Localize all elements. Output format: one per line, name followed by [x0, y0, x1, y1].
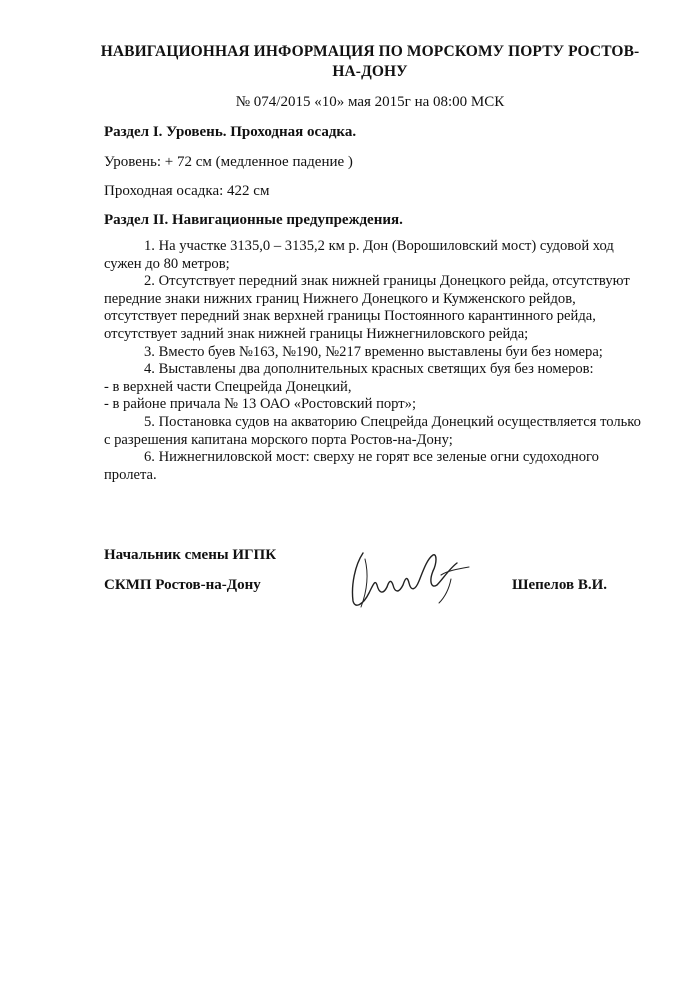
warnings-list [104, 238, 644, 484]
issue-line: № 074/2015 «10» мая 2015г на 08:00 МСК [235, 94, 505, 110]
position-line2: СКМП Ростов-на-Дону [104, 577, 261, 593]
list-item: 1. На участке 3135,0 – 3135,2 км р. Дон (Ворошиловский мост) судовой ход сужен до 80 метров; [104, 238, 614, 272]
signer-name: Шепелов В.И. [512, 577, 607, 593]
list-item: 3. Вместо буев №163, №190, №217 временно выставлены буи без номера; [144, 343, 603, 360]
level-line: Уровень: + 72 см (медленное падение ) [104, 154, 353, 170]
list-item: 5. Постановка судов на акваторию Спецрейда Донецкий осуществляется только с разрешения капитана морского порта Ростов-на-Дону; [104, 413, 641, 448]
position-line1: Начальник смены ИГПК [104, 547, 277, 563]
handwritten-signature [345, 545, 475, 615]
list-item: - в верхней части Спецрейда Донецкий, [104, 378, 352, 395]
list-item: 4. Выставлены два дополнительных красных светящих буя без номеров: [144, 361, 594, 378]
section2-heading: Раздел II. Навигационные предупреждения. [104, 212, 403, 228]
list-item: 6. Нижнегниловской мост: сверху не горят все зеленые огни судоходного пролета. [104, 449, 599, 483]
section1-heading: Раздел I. Уровень. Проходная осадка. [104, 124, 357, 140]
list-item: 2. Отсутствует передний знак нижней границы Донецкого рейда, отсутствуют передние знаки нижних границ Нижнего Донецкого и Кумженского рейдов, отсутствует передний знак верхней границы Постоянного карантинного рейда, отсутствует задний знак нижней границы Нижнегниловского рейда; [104, 273, 630, 342]
draft-line: Проходная осадка: 422 см [104, 183, 270, 199]
document-title: НАВИГАЦИОННАЯ ИНФОРМАЦИЯ ПО МОРСКОМУ ПОРТУ РОСТОВ-НА-ДОНУ [100, 43, 640, 80]
list-item: - в районе причала № 13 ОАО «Ростовский порт»; [104, 396, 417, 413]
